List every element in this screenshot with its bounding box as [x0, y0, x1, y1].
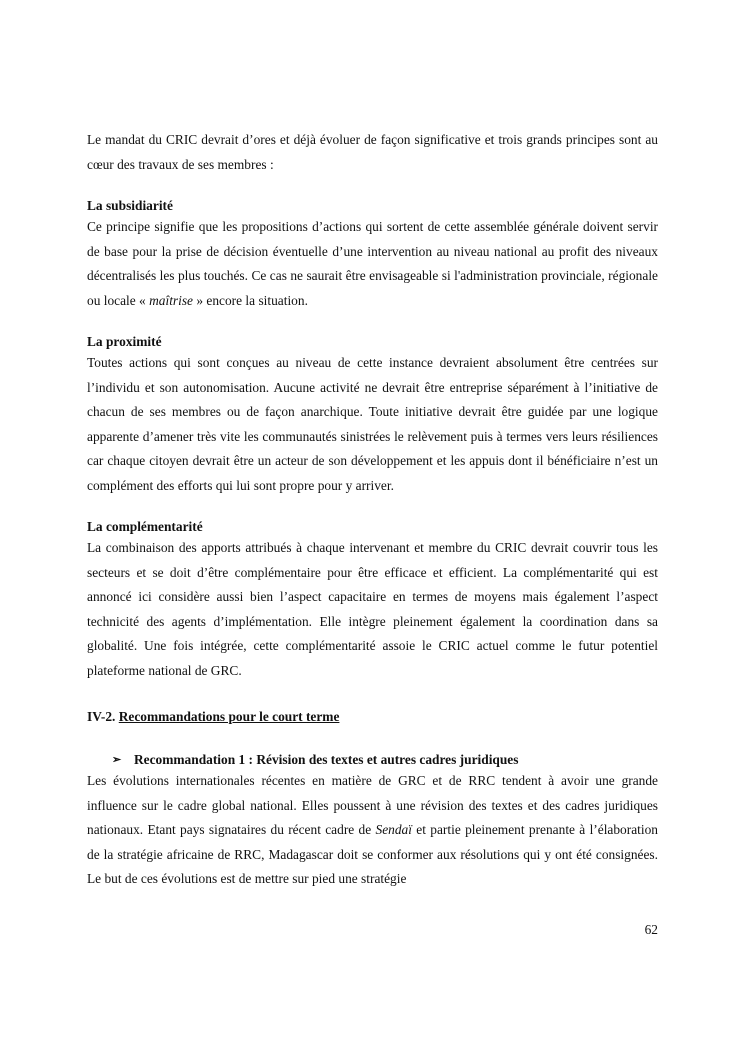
section-title — [87, 708, 658, 726]
section-proximite — [87, 333, 658, 498]
page-number: 62 — [644, 922, 658, 937]
recommendation-title: Recommandation 1 : Révision des textes et autres cadres juridiques — [134, 752, 519, 767]
section-subsidiarite — [87, 197, 658, 313]
paragraph-complementarite: La combinaison des apports attribués à chaque intervenant et membre du CRIC devrait couvrir tous les secteurs et se doit d’être complémentaire pour être efficace et efficient. La complémentarité qui est annoncé ici considère aussi bien l’aspect capacitaire en termes de moyens mais également l’aspect technicité des agents d’implémentation. Elle intègre pleinement également la coordination dans sa globalité. Une fois intégrée, cette complémentarité assoie le CRIC actuel comme le futur potentiel plateforme national de GRC. — [87, 540, 658, 678]
paragraph-recommandation — [87, 769, 658, 892]
page-content — [87, 128, 658, 892]
paragraph-subsidiarite — [87, 215, 658, 313]
section-complementarite — [87, 518, 658, 683]
paragraph-proximite: Toutes actions qui sont conçues au niveau de cette instance devraient absolument être centrées sur l’individu et son autonomisation. Aucune activité ne devrait être entreprise séparément à l’initiative de chacun de ses membres ou de façon anarchique. Toute initiative devrait être guidée par une logique apparente d’amener très vite les communautés sinistrées le relèvement puis à termes vers leurs résiliences car chaque citoyen devrait être un acteur de son développement et les appuis dont il bénéficiaire n’est un complément des efforts qui lui sont propre pour y arriver. — [87, 355, 658, 493]
recommendation-heading — [87, 751, 658, 769]
text-part: » encore la situation. — [193, 292, 308, 308]
section-title-text: Recommandations pour le court terme — [118, 709, 340, 724]
text-part: Ce principe signifie que les propositions d’actions qui sortent de cette assemblée générale doivent servir de base pour la prise de décision éventuelle d’une intervention au niveau national au profit des niveaux décentralisés les plus touchés. Ce cas ne saurait être envisageable si l'administration provinciale, régionale ou locale « — [87, 219, 658, 308]
heading-complementarite: La complémentarité — [87, 519, 203, 534]
italic-term: Sendaï — [375, 822, 412, 837]
arrow-bullet-icon: ➢ — [112, 754, 122, 766]
text-part: Les évolutions internationales récentes en matière de GRC et de RRC tendent à avoir une grande influence sur le cadre global national. Elles poussent à une révision des textes et des cadres juridiques nationaux. Etant pays signataires du récent cadre de — [87, 773, 658, 837]
italic-term: maîtrise — [149, 292, 194, 308]
heading-proximite: La proximité — [87, 334, 162, 349]
text-part: et partie pleinement prenante à l’élaboration de la stratégie africaine de RRC, Madagascar doit se conformer aux résolutions qui y ont été consignées. Le but de ces évolutions est de mettre sur pied une stratégie — [87, 822, 658, 886]
section-number: IV-2. — [87, 709, 119, 724]
intro-paragraph: Le mandat du CRIC devrait d’ores et déjà évoluer de façon significative et trois grands principes sont au cœur des travaux de ses membres : — [87, 132, 658, 172]
heading-subsidiarite: La subsidiarité — [87, 198, 173, 213]
